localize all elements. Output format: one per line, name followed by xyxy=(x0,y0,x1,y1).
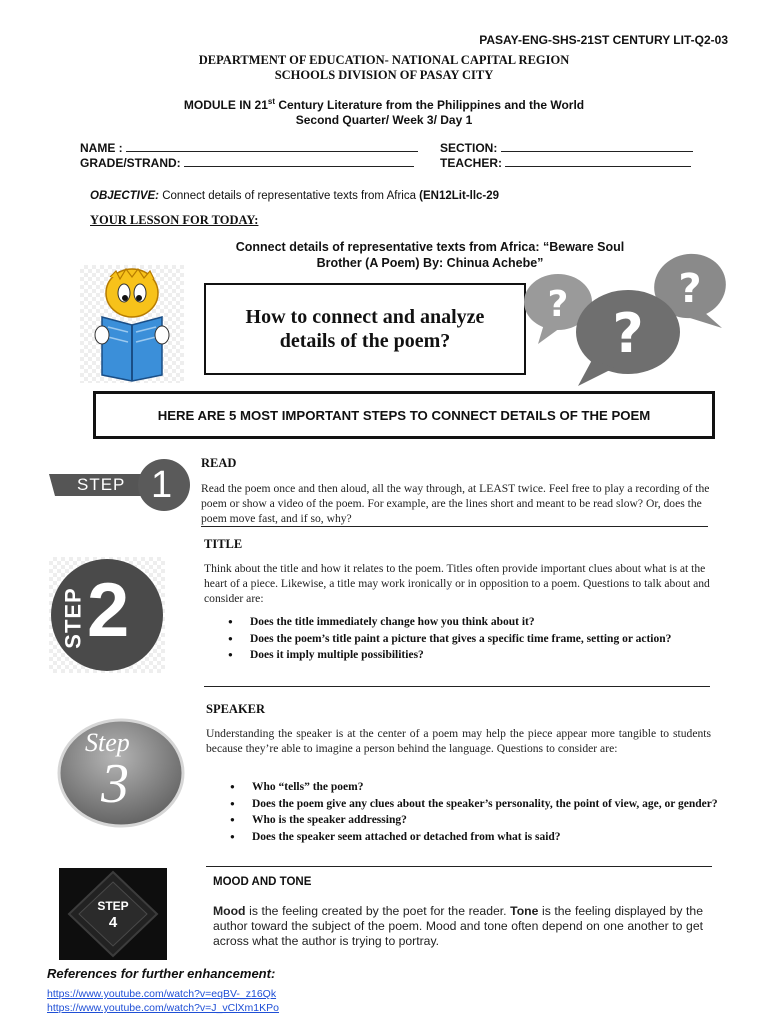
grade-field[interactable] xyxy=(80,155,414,170)
step-3-heading: SPEAKER xyxy=(206,702,266,716)
grade-label: GRADE/STRAND: xyxy=(80,156,181,170)
step-2-text: Think about the title and how it relates to the poem. Titles often provide important clues about what is at the heart of a piece. Likewise, a title may work ironically or in opposition to a poem. Questions to talk about and consider are: xyxy=(204,562,710,605)
mood-definition: is the feeling created by the poet for the reader. xyxy=(245,904,511,918)
section-blank[interactable] xyxy=(501,140,693,152)
document-code: PASAY-ENG-SHS-21ST CENTURY LIT-Q2-03 xyxy=(479,33,728,47)
list-item: ● Who “tells” the poem? xyxy=(252,780,736,795)
step-3-divider xyxy=(206,866,712,867)
list-item: ● Does the poem give any clues about the speaker’s personality, the point of view, age, or gender? xyxy=(252,797,736,812)
question-mark-speech-bubbles-icon xyxy=(522,246,732,388)
reader-svg xyxy=(80,265,184,383)
step-1-badge xyxy=(43,458,191,512)
step-1-heading: READ xyxy=(201,456,237,470)
step-4-heading: MOOD AND TONE xyxy=(213,876,312,888)
department-heading: DEPARTMENT OF EDUCATION- NATIONAL CAPITAL REGION xyxy=(198,53,570,67)
step-4-text xyxy=(213,904,703,949)
step-3-word: Step xyxy=(85,728,130,757)
teacher-field[interactable] xyxy=(440,155,691,170)
module-suffix: Century Literature from the Philippines and the World xyxy=(275,98,585,112)
division-heading: SCHOOLS DIVISION OF PASAY CITY xyxy=(274,68,494,82)
step-4-number: 4 xyxy=(108,914,118,931)
objective-label: OBJECTIVE: xyxy=(90,190,160,202)
quarter-line: Second Quarter/ Week 3/ Day 1 xyxy=(295,113,473,127)
lesson-heading: YOUR LESSON FOR TODAY: xyxy=(90,213,259,227)
module-title xyxy=(0,97,768,112)
lesson-title-line1: Connect details of representative texts from Africa: “Beware Soul xyxy=(235,240,625,254)
question-box-text: How to connect and analyze details of the poem? xyxy=(245,306,485,352)
objective-code: (EN12Lit-llc-29 xyxy=(419,190,500,202)
lesson-title-line2: Brother (A Poem) By: Chinua Achebe” xyxy=(316,256,544,270)
step-2-questions xyxy=(226,615,736,665)
step-2-badge xyxy=(49,557,165,673)
list-item: ● Does the poem’s title paint a picture that gives a specific time frame, setting or action? xyxy=(250,632,736,647)
step-1-text: Read the poem once and then aloud, all the way through, at LEAST twice. Feel free to play a recording of the poem or show a video of the poem. For example, are the lines short and meant to be read slow? Or, does the poem move fast, and if so, why? xyxy=(201,482,710,525)
step-3-number: 3 xyxy=(101,753,129,815)
svg-text:?: ? xyxy=(678,266,702,312)
step-2-word: STEP xyxy=(60,587,86,649)
name-blank[interactable] xyxy=(126,140,418,152)
teacher-blank[interactable] xyxy=(505,155,691,167)
module-prefix: MODULE IN 21 xyxy=(183,98,268,112)
question-box xyxy=(204,283,526,375)
list-item: ● Does it imply multiple possibilities? xyxy=(250,648,736,663)
steps-banner: HERE ARE 5 MOST IMPORTANT STEPS TO CONNECT DETAILS OF THE POEM xyxy=(93,391,715,439)
step-1-number: 1 xyxy=(151,464,173,506)
section-field[interactable] xyxy=(440,140,693,155)
step-4-badge xyxy=(59,868,167,960)
step-1-word: STEP xyxy=(77,475,126,494)
section-label: SECTION: xyxy=(440,141,498,155)
step-1-divider xyxy=(201,526,708,527)
step-3-badge xyxy=(57,718,185,828)
smiley-reading-book-icon xyxy=(80,265,184,383)
list-item: ● Does the speaker seem attached or detached from what is said? xyxy=(252,830,736,845)
step-2-divider xyxy=(204,686,710,687)
list-item: ● Who is the speaker addressing? xyxy=(252,813,736,828)
references-heading: References for further enhancement: xyxy=(47,966,276,981)
step-3-text: Understanding the speaker is at the center of a poem may help the piece appear more tangible to students because they’re able to imagine a person behind the language. Questions to consider are: xyxy=(206,727,711,755)
question-bubbles-svg xyxy=(522,246,732,388)
mood-term: Mood xyxy=(213,904,246,918)
module-sup: st xyxy=(267,97,275,106)
grade-blank[interactable] xyxy=(184,155,414,167)
list-item: ● Does the title immediately change how you think about it? xyxy=(250,615,736,630)
reference-link-2[interactable]: https://www.youtube.com/watch?v=J_vClXm1KPo xyxy=(47,1002,279,1014)
name-field[interactable] xyxy=(80,140,418,155)
teacher-label: TEACHER: xyxy=(440,156,502,170)
step-2-heading: TITLE xyxy=(204,537,243,551)
svg-text:?: ? xyxy=(612,302,644,365)
objective-line xyxy=(90,190,499,202)
svg-text:?: ? xyxy=(547,284,569,325)
name-label: NAME : xyxy=(80,141,123,155)
step-3-questions xyxy=(228,780,736,846)
reference-link-1[interactable]: https://www.youtube.com/watch?v=eqBV-_z16Qk xyxy=(47,988,277,1000)
tone-definition: is the feeling displayed by the author toward the subject of the poem. Mood and tone often depend on one another to get across what the author is trying to portray. xyxy=(213,904,703,948)
step-4-word: STEP xyxy=(97,899,129,913)
tone-term: Tone xyxy=(510,904,539,918)
objective-text: Connect details of representative texts from Africa xyxy=(159,190,420,202)
reference-link-2-row xyxy=(47,998,279,1016)
step-2-number: 2 xyxy=(87,568,130,653)
